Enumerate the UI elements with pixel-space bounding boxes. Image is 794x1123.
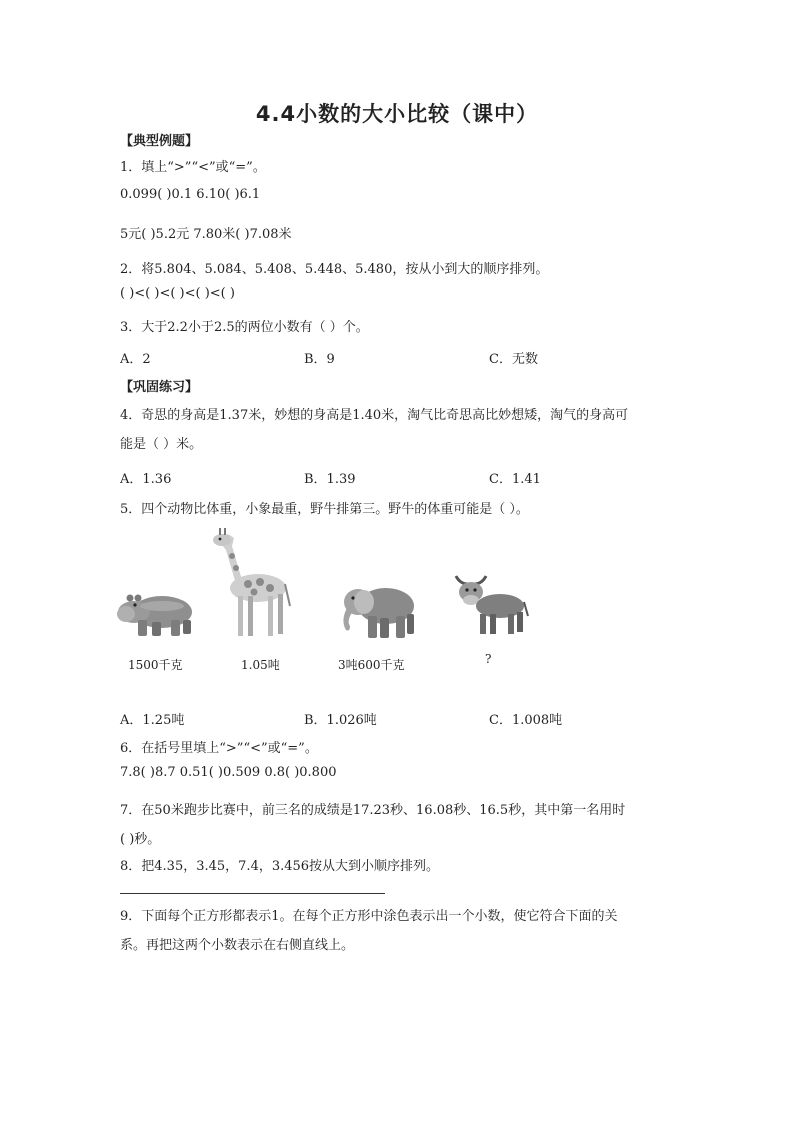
question-2-text: 2．将5.804、5.084、5.408、5.448、5.480，按从小到大的顺序排列。 xyxy=(120,262,549,277)
question-4-line-2: 能是（ ）米。 xyxy=(120,437,203,452)
question-5-option-b: B．1.026吨 xyxy=(304,713,377,728)
question-6-row: 7.8( )8.7 0.51( )0.509 0.8( )0.800 xyxy=(120,765,337,780)
page-title: 4.4小数的大小比较（课中） xyxy=(255,102,539,126)
question-7-line-2: ( )秒。 xyxy=(120,832,161,847)
bull-weight-label: ? xyxy=(485,652,492,666)
question-9-line-1: 9．下面每个正方形都表示1。在每个正方形中涂色表示出一个小数，使它符合下面的关 xyxy=(120,909,618,924)
question-4-option-b: B．1.39 xyxy=(304,472,356,487)
question-2-answer-row: ( )<( )<( )<( )<( ) xyxy=(120,286,235,301)
question-4-line-1: 4．奇思的身高是1.37米，妙想的身高是1.40米，淘气比奇思高比妙想矮，淘气的身高可 xyxy=(120,408,629,423)
question-8-text: 8．把4.35，3.45，7.4，3.456按从大到小顺序排列。 xyxy=(120,859,440,874)
question-5-option-c: C．1.008吨 xyxy=(489,713,563,728)
elephant-icon xyxy=(334,580,418,640)
question-4-option-a: A．1.36 xyxy=(120,472,172,487)
bull-icon xyxy=(450,570,530,636)
question-5-text: 5．四个动物比体重，小象最重，野牛排第三。野牛的体重可能是（ ）。 xyxy=(120,502,529,517)
section-heading-examples: 【典型例题】 xyxy=(120,134,199,149)
question-1-text: 1．填上“>”“<”或“=”。 xyxy=(120,160,266,175)
question-7-line-1: 7．在50米跑步比赛中，前三名的成绩是17.23秒、16.08秒、16.5秒，其中第一名用时 xyxy=(120,803,626,818)
hippo-icon xyxy=(116,590,196,638)
question-1-row-1: 0.099( )0.1 6.10( )6.1 xyxy=(120,187,261,202)
footnote-divider xyxy=(120,893,385,894)
question-5-option-a: A．1.25吨 xyxy=(120,713,185,728)
giraffe-icon xyxy=(208,528,292,638)
question-6-text: 6．在括号里填上“>”“<”或“=”。 xyxy=(120,741,318,756)
question-1-row-2: 5元( )5.2元 7.80米( )7.08米 xyxy=(120,227,292,242)
question-9-line-2: 系。再把这两个小数表示在右侧直线上。 xyxy=(120,938,355,953)
giraffe-weight-label: 1.05吨 xyxy=(241,658,280,672)
question-4-option-c: C．1.41 xyxy=(489,472,541,487)
question-3-option-b: B．9 xyxy=(304,352,335,367)
question-3-text: 3．大于2.2小于2.5的两位小数有（ ）个。 xyxy=(120,320,369,335)
question-3-option-c: C．无数 xyxy=(489,352,538,367)
elephant-weight-label: 3吨600千克 xyxy=(338,658,405,672)
question-3-option-a: A．2 xyxy=(120,352,151,367)
section-heading-practice: 【巩固练习】 xyxy=(120,380,199,395)
hippo-weight-label: 1500千克 xyxy=(128,658,183,672)
